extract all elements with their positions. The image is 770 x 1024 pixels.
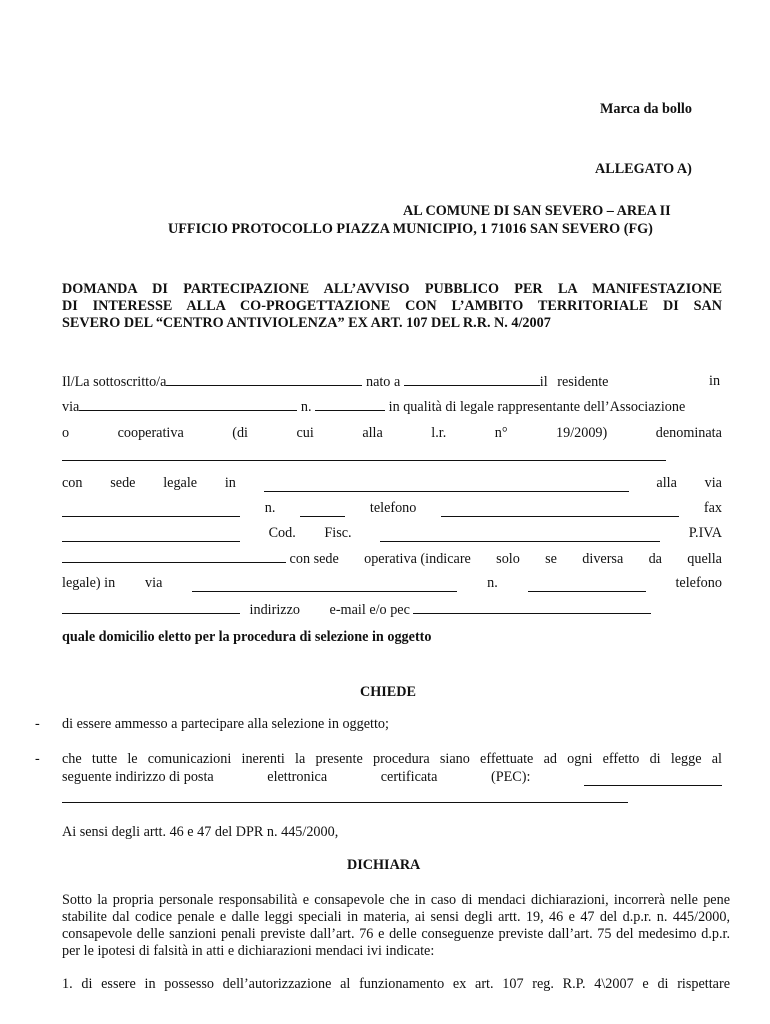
word: l.r. [431, 425, 447, 441]
word: seguente indirizzo di posta [62, 769, 214, 785]
label-legal-rep: in qualità di legale rappresentante dell’Associazione [388, 399, 686, 415]
pec-address-line-2-wrap [62, 790, 628, 808]
denomination-field-wrap [62, 448, 666, 466]
word: sede [110, 475, 136, 491]
bullet-dash: - [35, 751, 40, 767]
word: 19/2009) [556, 425, 608, 441]
label-sottoscritto: Il/La sottoscritto/a [62, 374, 167, 390]
word: telefono [369, 500, 417, 516]
label-via: via [62, 399, 80, 415]
word: quella [687, 551, 722, 567]
word: o [62, 425, 70, 441]
domicile-text: quale domicilio eletto per la procedura di selezione in oggetto [62, 629, 432, 645]
word: (di [232, 425, 248, 441]
form-row-3 [62, 425, 722, 442]
addressee-line-1: AL COMUNE DI SAN SEVERO – AREA II [403, 203, 671, 219]
form-row-1 [62, 373, 608, 391]
form-row-9 [62, 575, 722, 592]
word: denominata [655, 425, 722, 441]
word: in [224, 475, 236, 491]
word: solo [496, 551, 520, 567]
word: via [145, 575, 163, 591]
word: n. [264, 500, 276, 516]
word: Fisc. [324, 525, 352, 541]
word: Cod. [268, 525, 296, 541]
marca-da-bollo: Marca da bollo [600, 101, 692, 117]
title-line-3: SEVERO DEL “CENTRO ANTIVIOLENZA” EX ART. 107 DEL R.R. N. 4/2007 [62, 315, 551, 331]
label-indirizzo: indirizzo [249, 602, 300, 618]
street-field[interactable] [79, 398, 297, 411]
street-number-field[interactable] [315, 398, 385, 411]
pec-address-field-2[interactable] [62, 790, 628, 803]
word: P.IVA [688, 525, 722, 541]
word: alla [656, 475, 677, 491]
vat-field[interactable] [62, 550, 286, 563]
form-row-7 [62, 525, 722, 542]
title-line-1: DOMANDA DI PARTECIPAZIONE ALL’AVVISO PUBBLICO PER LA MANIFESTAZIONE [62, 281, 722, 297]
word: via [704, 475, 722, 491]
addressee-line-2: UFFICIO PROTOCOLLO PIAZZA MUNICIPIO, 1 71016 SAN SEVERO (FG) [168, 221, 653, 237]
birthplace-field[interactable] [404, 373, 540, 386]
word: n° [494, 425, 508, 441]
dichiara-item-1: 1. di essere in possesso dell’autorizzazione al funzionamento ex art. 107 reg. R.P. 4\2007 e di rispettare [62, 976, 730, 992]
pec-address-field[interactable] [584, 773, 722, 786]
chiede-item-2-line-1: che tutte le comunicazioni inerenti la presente procedura siano effettuate ad ogni effetto di legge al [62, 751, 722, 767]
word: legale) in [62, 575, 116, 591]
form-row-6 [62, 500, 722, 517]
bullet-dash: - [35, 716, 40, 732]
word: telefono [675, 575, 722, 591]
word: cui [296, 425, 314, 441]
word: con [62, 475, 83, 491]
word: diversa [582, 551, 624, 567]
label-in: in [709, 373, 721, 389]
word: fax [703, 500, 722, 516]
form-row-5 [62, 475, 722, 492]
label-nato-a: nato a [365, 374, 401, 390]
legal-seat-number-field[interactable] [300, 504, 345, 517]
form-row-10 [62, 601, 651, 619]
word: (PEC): [491, 769, 531, 785]
chiede-item-1: di essere ammesso a partecipare alla selezione in oggetto; [62, 716, 389, 732]
word: n. [487, 575, 498, 591]
allegato-label: ALLEGATO A) [595, 161, 692, 177]
word: da [648, 551, 662, 567]
operational-number-field[interactable] [528, 579, 646, 592]
word: se [545, 551, 557, 567]
legal-seat-street-field[interactable] [62, 504, 240, 517]
fax-field[interactable] [62, 529, 240, 542]
tax-code-field[interactable] [380, 529, 660, 542]
chiede-heading: CHIEDE [360, 684, 416, 700]
word: legale [163, 475, 198, 491]
name-field[interactable] [166, 373, 362, 386]
operational-street-field[interactable] [192, 579, 457, 592]
label-il: il [539, 374, 548, 390]
dichiara-paragraph: Sotto la propria personale responsabilità e consapevole che in caso di mendaci dichiarazioni, incorrerà nelle pene stabilite dal codice penale e dalle leggi speciali in materia, ai sensi degli artt. 19, 46 e 47 del d.p.r. n. 445/2000, consapevole delle sanzioni penali previste dall’art. 76 e delle conseguenze previste dall’art. 75 del medesimo d.p.r. per le ipotesi di falsità in atti e dichiarazioni mendaci ivi indicate: [62, 892, 730, 959]
email-pec-field[interactable] [413, 601, 651, 614]
form-row-2 [62, 398, 685, 416]
phone-field[interactable] [441, 504, 679, 517]
word: operativa (indicare [364, 551, 471, 567]
label-n: n. [300, 399, 312, 415]
form-row-8 [62, 550, 722, 568]
label-residente: residente [557, 374, 609, 390]
label-email-pec: e-mail e/o pec [329, 602, 410, 618]
dichiara-intro: Ai sensi degli artt. 46 e 47 del DPR n. 445/2000, [62, 824, 339, 840]
chiede-item-2-line-2 [62, 769, 722, 786]
dichiara-heading: DICHIARA [347, 857, 421, 873]
word: con sede [289, 551, 339, 567]
word: elettronica [267, 769, 328, 785]
word: alla [362, 425, 383, 441]
denomination-field[interactable] [62, 448, 666, 461]
operational-phone-field[interactable] [62, 601, 240, 614]
title-line-2: DI INTERESSE ALLA CO-PROGETTAZIONE CON L’AMBITO TERRITORIALE DI SAN [62, 298, 722, 314]
word: certificata [380, 769, 438, 785]
legal-seat-city-field[interactable] [264, 479, 629, 492]
word: cooperativa [117, 425, 184, 441]
